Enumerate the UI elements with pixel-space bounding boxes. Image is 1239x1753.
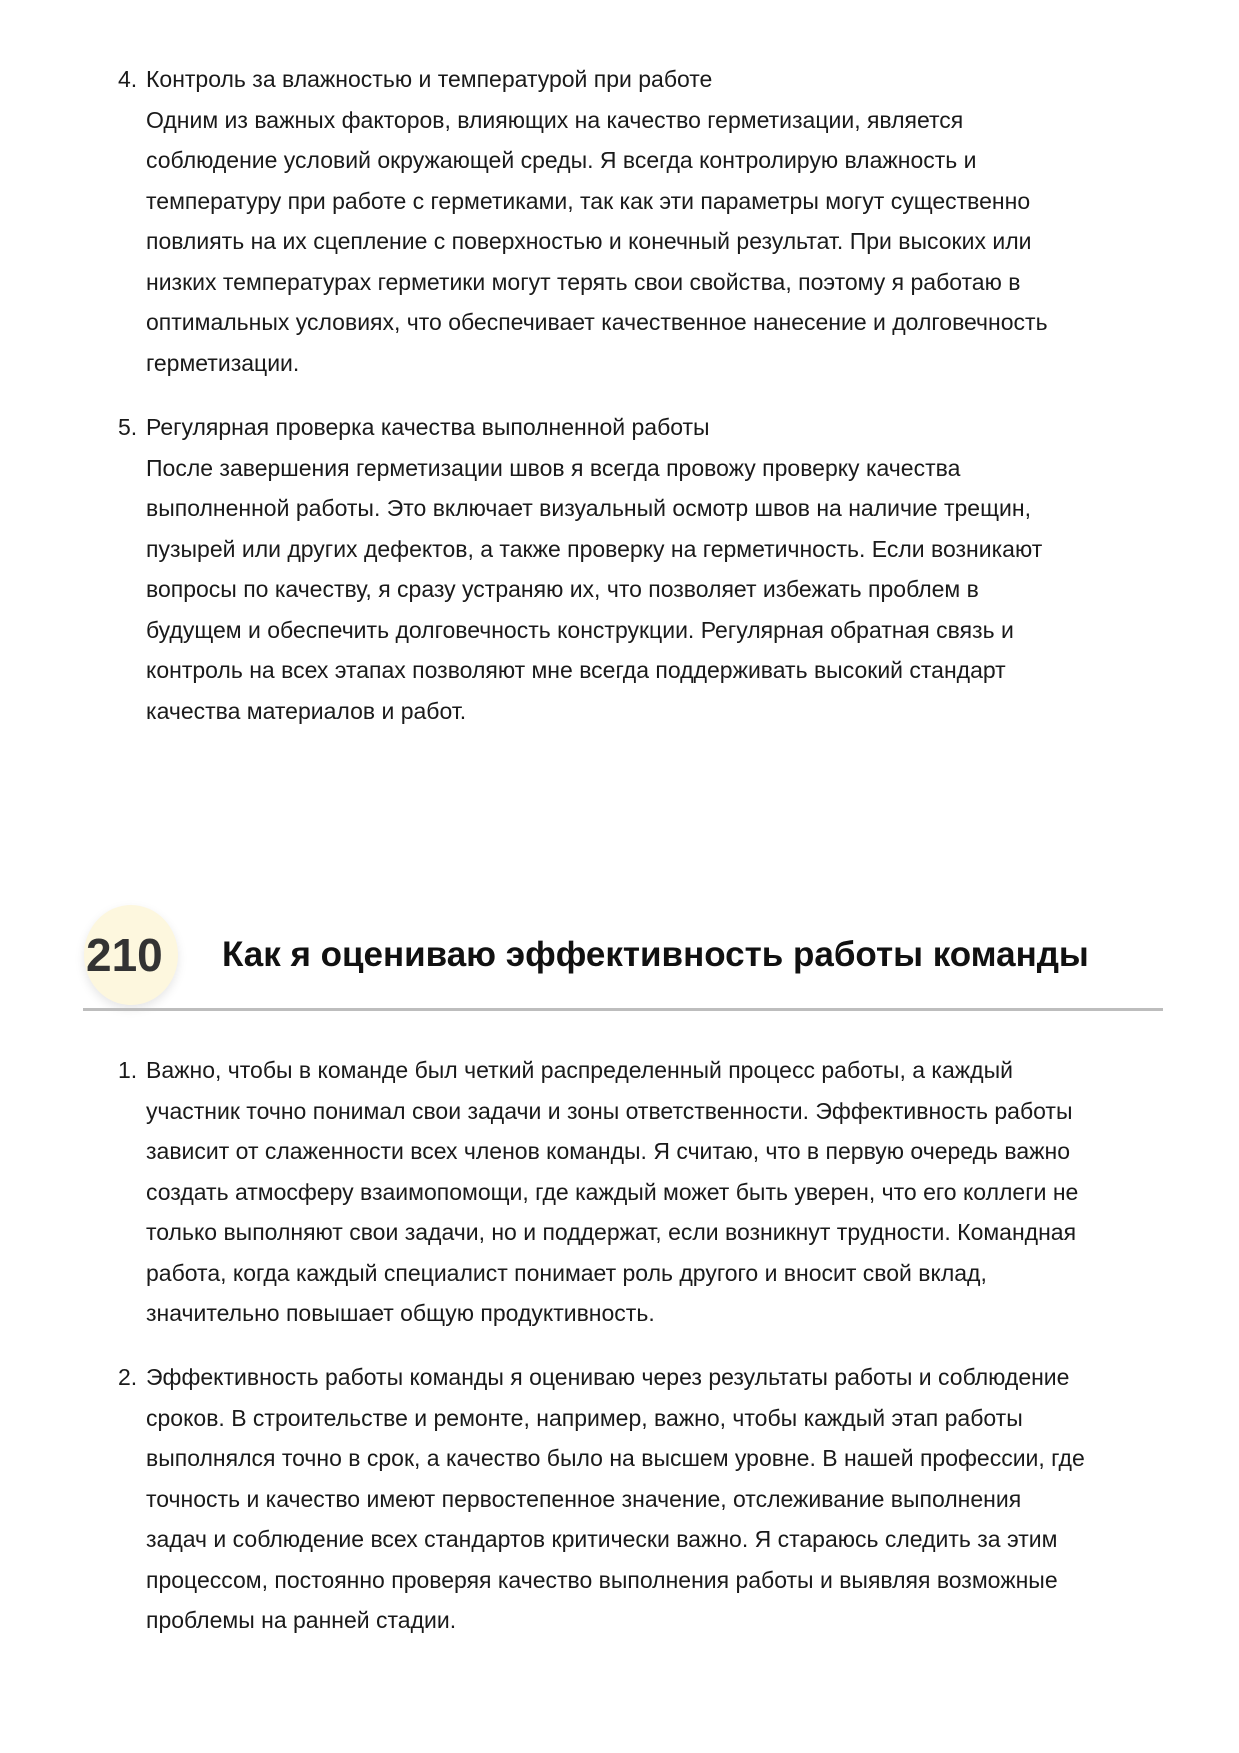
list-number: 1.: [118, 1057, 138, 1083]
text-line: работа, когда каждый специалист понимает роль другого и вносит свой вклад,: [146, 1259, 987, 1286]
text-line: проблемы на ранней стадии.: [146, 1607, 457, 1633]
list-item: [118, 1050, 1176, 1334]
text-line: зависит от слаженности всех членов команды. Я считаю, что в первую очередь важно: [146, 1138, 1070, 1164]
text-line: создать атмосферу взаимопомощи, где каждый может быть уверен, что его коллеги не: [146, 1178, 1079, 1205]
item-title: Контроль за влажностью и температурой при работе: [146, 66, 713, 92]
text-line: сроков. В строительстве и ремонте, например, важно, чтобы каждый этап работы: [146, 1404, 1023, 1431]
item-title: Регулярная проверка качества выполненной работы: [146, 414, 710, 440]
text-line: значительно повышает общую продуктивность.: [146, 1300, 655, 1326]
text-line: будущем и обеспечить долговечность конструкции. Регулярная обратная связь и: [146, 616, 1014, 643]
list-number: 5.: [118, 414, 138, 440]
text-line: выполненной работы. Это включает визуальный осмотр швов на наличие трещин,: [146, 495, 1031, 521]
text-line: пузырей или других дефектов, а также проверку на герметичность. Если возникают: [146, 535, 1043, 562]
text-line: повлиять на их сцепление с поверхностью и конечный результат. При высоких или: [146, 228, 1032, 254]
text-line: оптимальных условиях, что обеспечивает качественное нанесение и долговечность: [146, 309, 1048, 335]
text-line: только выполняют свои задачи, но и поддержат, если возникнут трудности. Командная: [146, 1219, 1077, 1245]
text-line: контроль на всех этапах позволяют мне всегда поддерживать высокий стандарт: [146, 657, 1006, 683]
list-number: 4.: [118, 66, 138, 92]
list-number: 2.: [118, 1364, 138, 1390]
text-line: После завершения герметизации швов я всегда провожу проверку качества: [146, 454, 961, 481]
section-divider: [83, 1008, 1163, 1011]
text-line: Одним из важных факторов, влияющих на качество герметизации, является: [146, 106, 964, 133]
text-line: точность и качество имеют первостепенное значение, отслеживание выполнения: [146, 1485, 1022, 1512]
text-line: участник точно понимал свои задачи и зоны ответственности. Эффективность работы: [146, 1097, 1073, 1124]
text-line: низких температурах герметики могут терять свои свойства, поэтому я работаю в: [146, 268, 1021, 295]
text-line: Важно, чтобы в команде был четкий распределенный процесс работы, а каждый: [146, 1057, 1013, 1083]
text-line: выполнялся точно в срок, а качество было на высшем уровне. В нашей профессии, где: [146, 1445, 1085, 1471]
list-item: [118, 1357, 1176, 1641]
text-line: процессом, постоянно проверяя качество выполнения работы и выявляя возможные: [146, 1566, 1058, 1593]
section-title: Как я оцениваю эффективность работы команды: [222, 935, 1089, 974]
text-line: вопросы по качеству, я сразу устраняю их, что позволяет избежать проблем в: [146, 576, 979, 602]
section-number: 210: [86, 929, 163, 981]
text-line: качества материалов и работ.: [146, 697, 467, 724]
text-line: Эффективность работы команды я оцениваю через результаты работы и соблюдение: [146, 1364, 1070, 1390]
text-line: герметизации.: [146, 349, 300, 376]
list-item: [118, 59, 1176, 383]
list-item: [118, 407, 1176, 731]
text-line: соблюдение условий окружающей среды. Я всегда контролирую влажность и: [146, 147, 977, 173]
text-line: температуру при работе с герметиками, так как эти параметры могут существенно: [146, 187, 1031, 214]
text-line: задач и соблюдение всех стандартов критически важно. Я стараюсь следить за этим: [146, 1526, 1058, 1552]
